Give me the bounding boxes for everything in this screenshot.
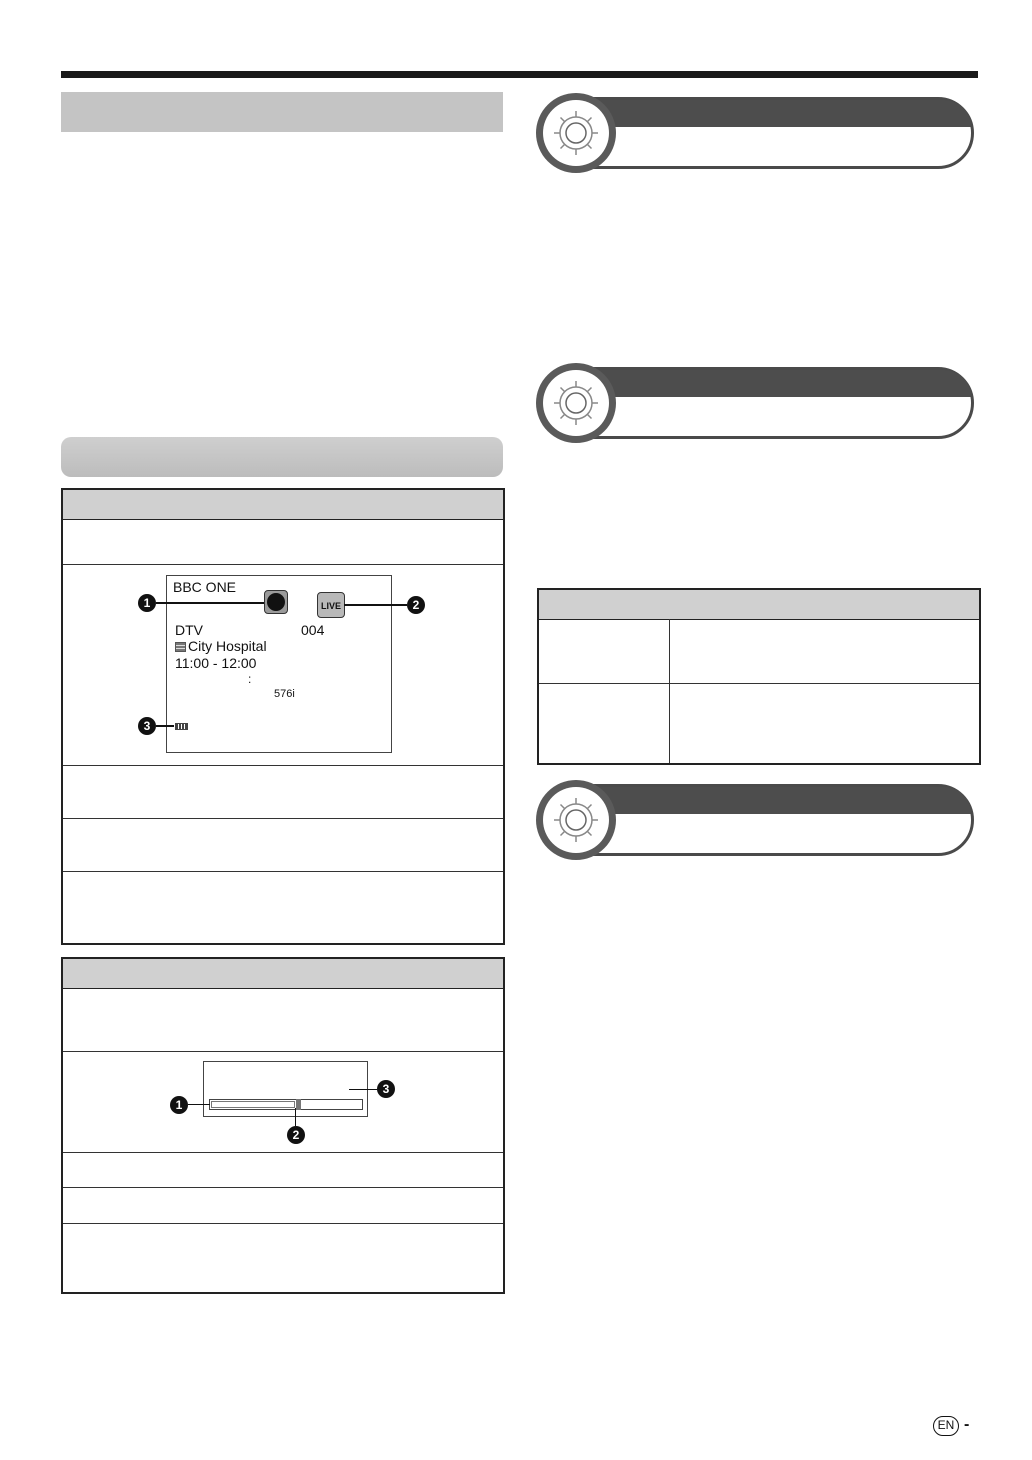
section-heading-bar — [61, 92, 503, 132]
row-divider — [539, 683, 979, 684]
row-divider — [63, 1152, 503, 1153]
row-divider — [63, 871, 503, 872]
callout-1: 1 — [138, 594, 156, 612]
box-header — [63, 490, 503, 520]
column-divider — [669, 619, 670, 763]
progress-marker — [296, 1099, 301, 1110]
live-badge: LIVE — [317, 592, 345, 618]
row-divider — [63, 1051, 503, 1052]
channel-number: 004 — [301, 622, 325, 638]
callout-leader — [156, 725, 174, 727]
row-divider — [63, 765, 503, 766]
programme-title: City Hospital — [188, 638, 267, 654]
page-dash: - — [964, 1416, 970, 1433]
table-header — [539, 590, 979, 620]
progress-screen — [203, 1061, 368, 1117]
progress-track — [209, 1099, 363, 1110]
colon-mark: : — [248, 672, 252, 686]
gear-icon — [536, 93, 616, 173]
progress-info-box — [61, 957, 505, 1294]
gear-icon — [536, 780, 616, 860]
source-label: DTV — [175, 622, 203, 638]
callout-leader — [344, 604, 407, 606]
callout-leader — [156, 602, 264, 604]
callout-2: 2 — [407, 596, 425, 614]
audio-mode-icon — [175, 723, 188, 730]
programme-icon — [175, 642, 186, 652]
info-heading-pill — [578, 97, 974, 169]
language-badge: EN — [933, 1416, 959, 1436]
subsection-heading-bar — [61, 437, 503, 477]
info-heading-pill — [578, 367, 974, 439]
info-heading-pill — [578, 784, 974, 856]
callout-3: 3 — [377, 1080, 395, 1098]
record-indicator-icon — [264, 590, 288, 614]
row-divider — [63, 1223, 503, 1224]
callout-leader — [188, 1104, 210, 1105]
box-header — [63, 959, 503, 989]
callout-2: 2 — [287, 1126, 305, 1144]
callout-1: 1 — [170, 1096, 188, 1114]
top-rule — [61, 71, 978, 78]
progress-fill — [211, 1101, 295, 1108]
callout-3: 3 — [138, 717, 156, 735]
gear-icon — [536, 363, 616, 443]
row-divider — [63, 1187, 503, 1188]
channel-name: BBC ONE — [173, 579, 237, 595]
info-table — [537, 588, 981, 765]
row-divider — [63, 818, 503, 819]
row-divider — [63, 564, 503, 565]
time-range: 11:00 - 12:00 — [175, 655, 257, 671]
resolution-label: 576i — [274, 688, 295, 700]
callout-leader — [349, 1089, 377, 1090]
callout-leader — [295, 1108, 296, 1126]
